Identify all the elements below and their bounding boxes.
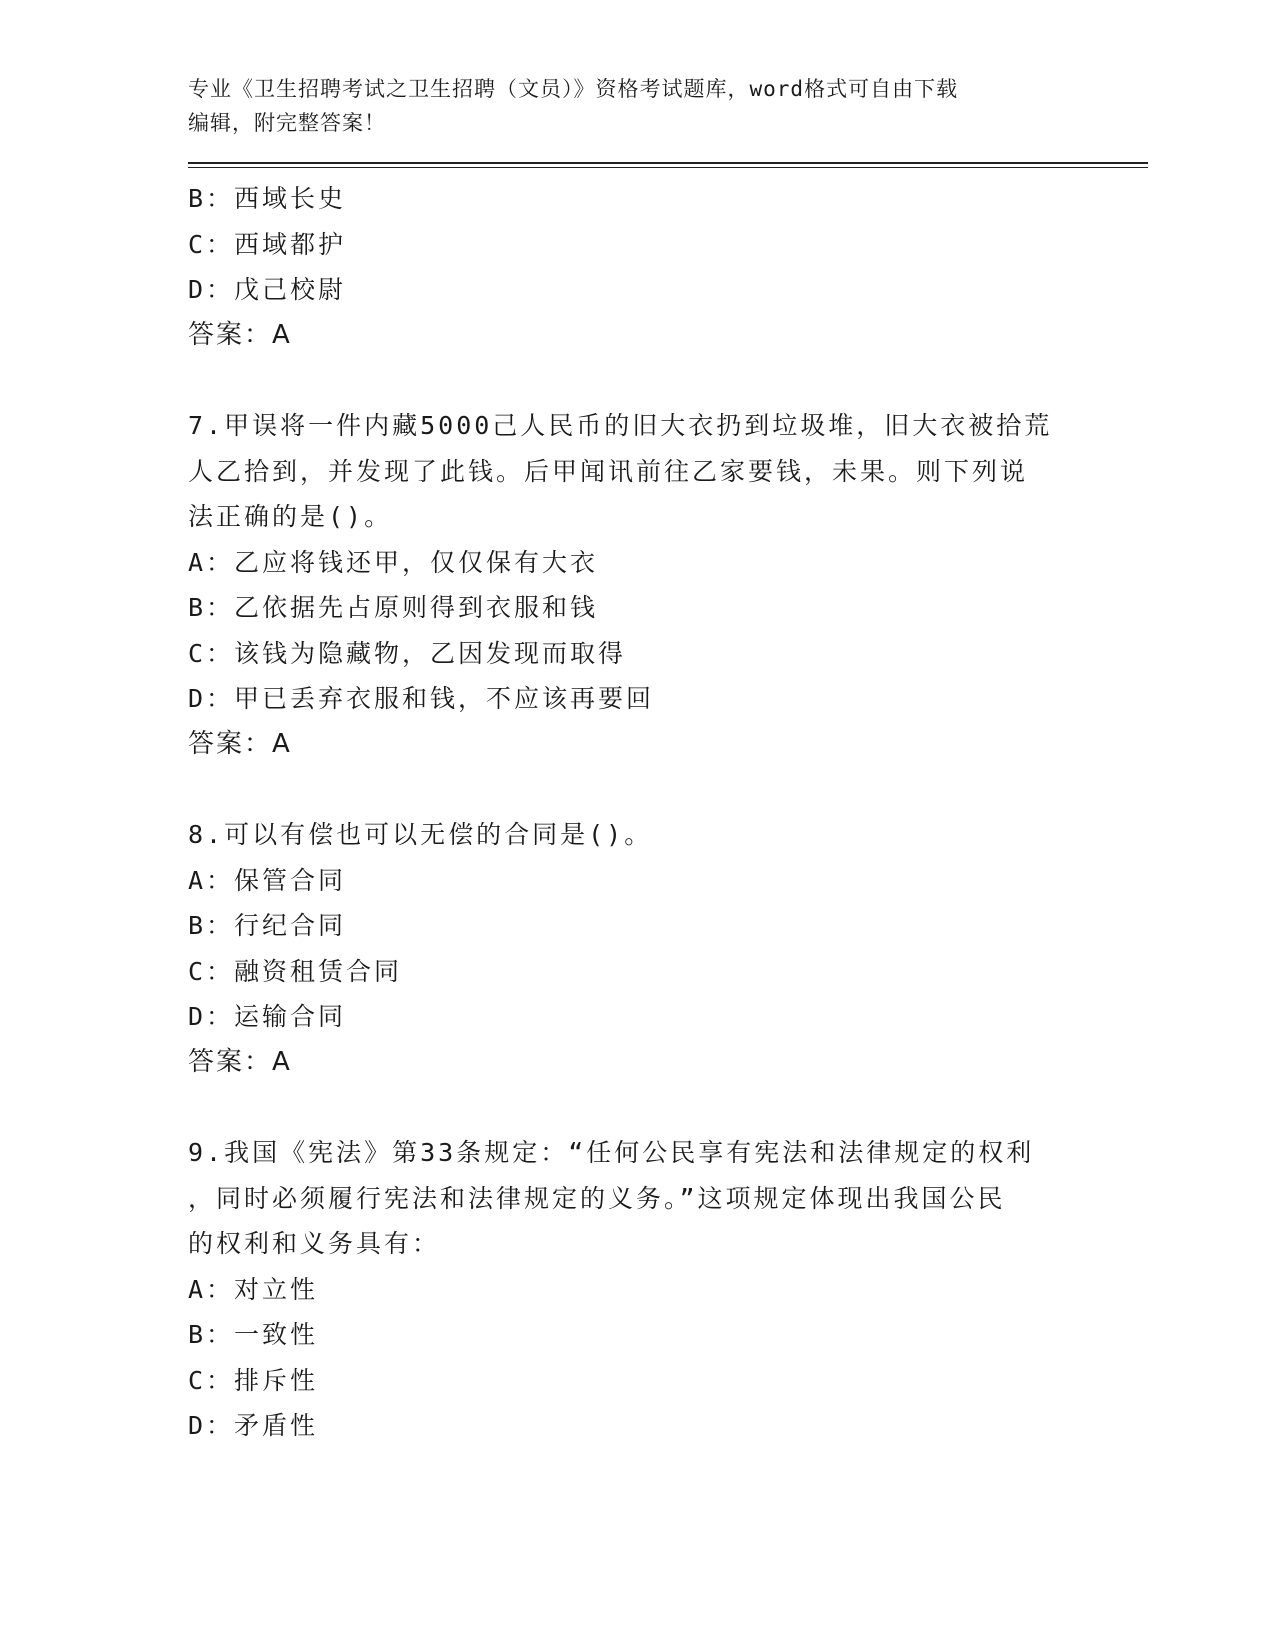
question-6-carryover (188, 176, 1148, 358)
option-d: D：甲已丢弃衣服和钱，不应该再要回 (188, 684, 655, 713)
option-b: B：一致性 (188, 1320, 319, 1349)
option-a: A：对立性 (188, 1274, 319, 1304)
header-line-1: 专业《卫生招聘考试之卫生招聘（文员）》资格考试题库，word格式可自由下载 (188, 77, 959, 101)
answer-line: 答案：A (188, 319, 292, 350)
question-stem-line: 法正确的是()。 (188, 502, 393, 531)
question-stem-line: 7.甲误将一件内藏5000己人民币的旧大衣扔到垃圾堆，旧大衣被拾荒 (188, 411, 1053, 440)
answer-line: 答案：A (188, 728, 292, 759)
option-c: C：该钱为隐藏物，乙因发现而取得 (188, 638, 627, 668)
option-d: D：矛盾性 (188, 1411, 319, 1440)
question-stem-line: 9.我国《宪法》第33条规定：“任何公民享有宪法和法律规定的权利 (188, 1138, 1035, 1167)
question-8 (188, 812, 1148, 1085)
option-a: A：乙应将钱还甲，仅仅保有大衣 (188, 547, 599, 577)
question-stem-line: ，同时必须履行宪法和法律规定的义务。”这项规定体现出我国公民 (188, 1183, 1006, 1213)
option-d: D：运输合同 (188, 1002, 347, 1031)
answer-line: 答案：A (188, 1046, 292, 1077)
question-stem-line: 8.可以有偿也可以无偿的合同是()。 (188, 820, 653, 849)
header-line-2: 编辑，附完整答案！ (188, 111, 386, 135)
option-d: D：戊己校尉 (188, 275, 347, 304)
option-c: C：融资租赁合同 (188, 956, 403, 986)
question-9 (188, 1130, 1148, 1449)
header-divider (188, 162, 1148, 168)
option-c: C：西域都护 (188, 229, 347, 259)
document-header (188, 72, 1068, 140)
question-content (188, 176, 1148, 1449)
question-stem-line: 的权利和义务具有： (188, 1229, 441, 1258)
document-page (188, 72, 1148, 1449)
option-c: C：排斥性 (188, 1365, 319, 1395)
question-7 (188, 403, 1148, 767)
question-stem-line: 人乙拾到，并发现了此钱。后甲闻讯前往乙家要钱，未果。则下列说 (188, 456, 1029, 486)
option-b: B：行纪合同 (188, 911, 347, 940)
option-a: A：保管合同 (188, 865, 347, 895)
option-b: B：乙依据先占原则得到衣服和钱 (188, 593, 599, 622)
option-b: B：西域长史 (188, 184, 347, 213)
